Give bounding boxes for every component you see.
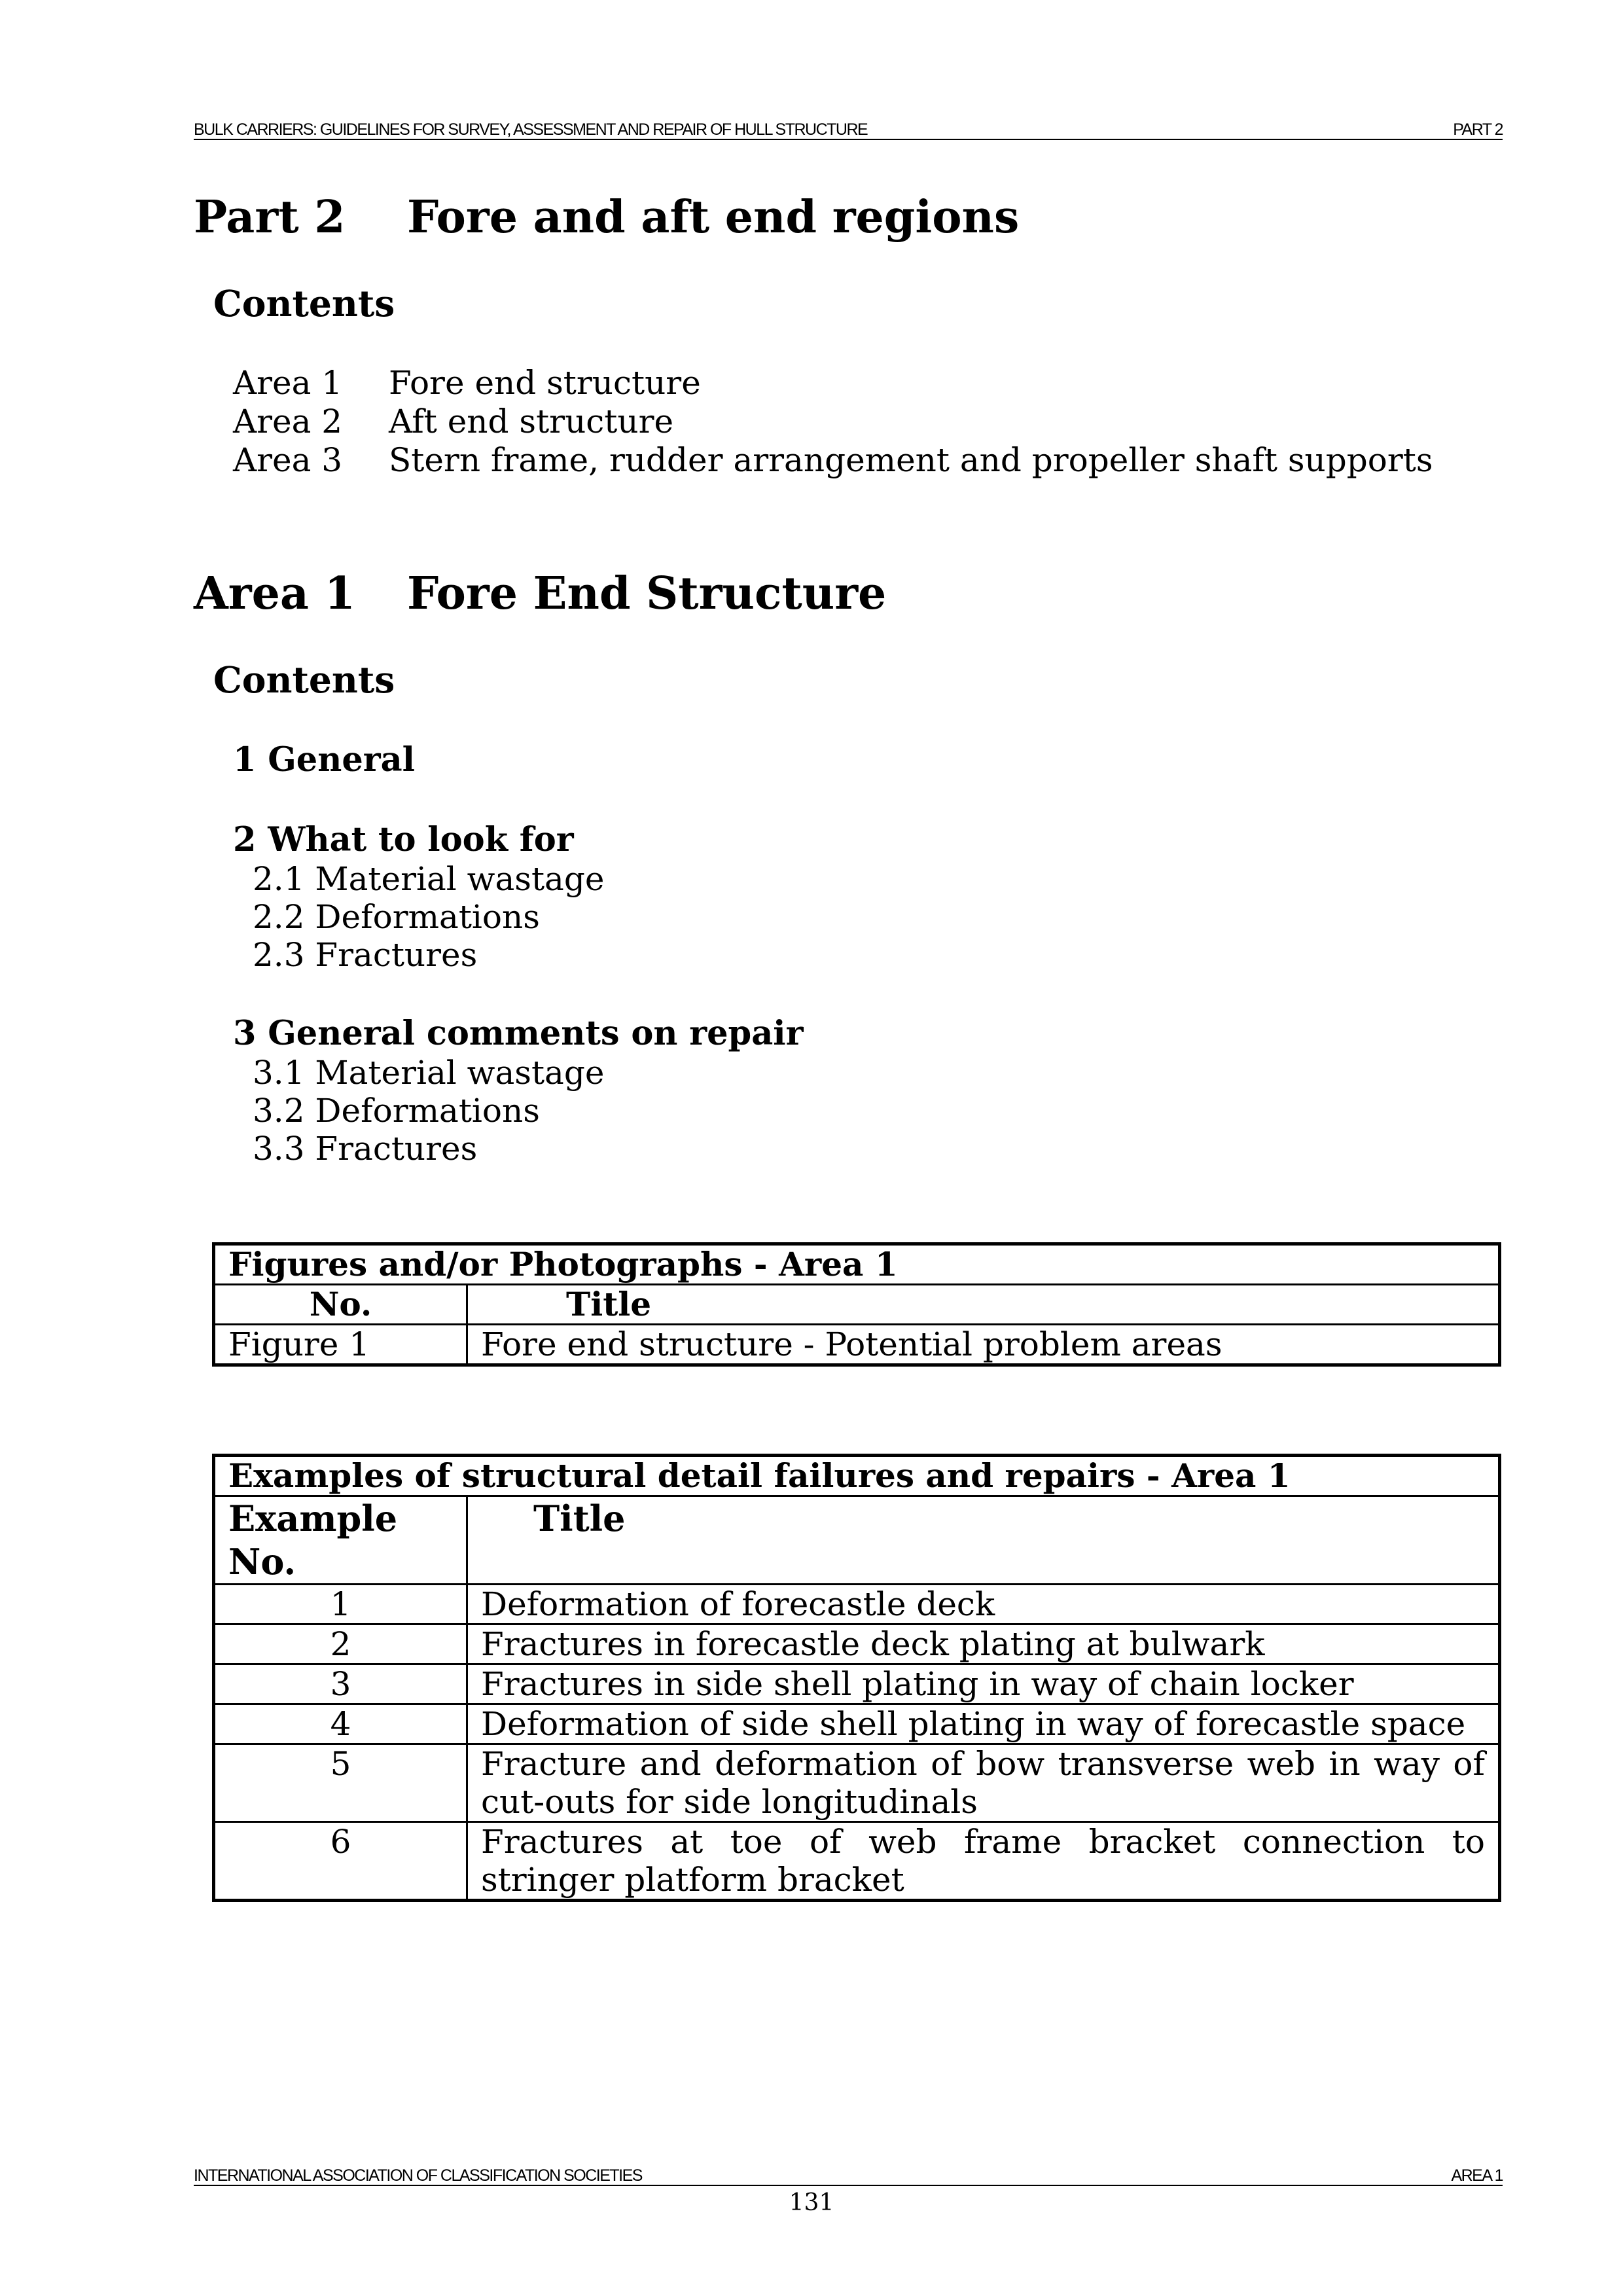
example-no: 5 — [214, 1744, 467, 1822]
examples-table-caption: Examples of structural detail failures and repairs - Area 1 — [214, 1456, 1500, 1496]
contents-item-title: Aft end structure — [389, 403, 674, 440]
part-contents-heading: Contents — [213, 282, 395, 325]
area-number: Area 1 — [194, 567, 355, 620]
running-header-part: PART 2 — [1453, 120, 1503, 139]
figures-table — [212, 1242, 1501, 1367]
example-title: Fractures in forecastle deck plating at bulwark — [467, 1624, 1500, 1664]
table-caption-row — [214, 1244, 1500, 1285]
example-no: 4 — [214, 1704, 467, 1744]
col-header-no: No. — [214, 1285, 467, 1325]
col-header-title: Title — [467, 1496, 1500, 1585]
contents-item-label: Area 2 — [233, 403, 343, 440]
example-title: Deformation of forecastle deck — [467, 1585, 1500, 1624]
section-item: 2.3 Fractures — [253, 936, 478, 974]
section-heading: 2 What to look for — [233, 820, 574, 859]
table-row — [214, 1624, 1500, 1664]
footer-rule — [194, 2185, 1503, 2186]
table-header-row — [214, 1496, 1500, 1585]
area-title: Fore End Structure — [407, 567, 887, 620]
table-row — [214, 1325, 1500, 1365]
contents-item-label: Area 3 — [233, 441, 343, 479]
col-header-example-no: Example No. — [214, 1496, 467, 1585]
figure-no: Figure 1 — [214, 1325, 467, 1365]
example-title: Fracture and deformation of bow transverse web in way of cut-outs for side longitudinals — [467, 1744, 1500, 1822]
table-row — [214, 1704, 1500, 1744]
example-no: 3 — [214, 1664, 467, 1704]
col-header-title: Title — [467, 1285, 1500, 1325]
contents-item-label: Area 1 — [233, 364, 343, 402]
header-rule — [194, 139, 1503, 140]
section-heading: 3 General comments on repair — [233, 1014, 804, 1053]
contents-item-title: Stern frame, rudder arrangement and propeller shaft supports — [389, 441, 1433, 479]
table-row — [214, 1664, 1500, 1704]
section-item: 2.1 Material wastage — [253, 860, 605, 898]
example-title: Fractures at toe of web frame bracket connection to stringer platform bracket — [467, 1822, 1500, 1901]
area-contents-heading: Contents — [213, 658, 395, 701]
examples-table — [212, 1454, 1501, 1902]
running-footer-org: INTERNATIONAL ASSOCIATION OF CLASSIFICATION SOCIETIES — [194, 2166, 642, 2185]
table-caption-row — [214, 1456, 1500, 1496]
example-no: 6 — [214, 1822, 467, 1901]
section-heading: 1 General — [233, 740, 416, 780]
example-no: 2 — [214, 1624, 467, 1664]
table-header-row — [214, 1285, 1500, 1325]
example-no: 1 — [214, 1585, 467, 1624]
section-item: 3.1 Material wastage — [253, 1054, 605, 1092]
example-title: Deformation of side shell plating in way of forecastle space — [467, 1704, 1500, 1744]
running-footer-area: AREA 1 — [1451, 2166, 1503, 2185]
example-title: Fractures in side shell plating in way of chain locker — [467, 1664, 1500, 1704]
figures-table-caption: Figures and/or Photographs - Area 1 — [214, 1244, 1500, 1285]
section-item: 3.2 Deformations — [253, 1092, 540, 1130]
table-row — [214, 1585, 1500, 1624]
section-item: 3.3 Fractures — [253, 1130, 478, 1168]
page-number: 131 — [789, 2189, 834, 2216]
table-row — [214, 1744, 1500, 1822]
table-row — [214, 1822, 1500, 1901]
part-title: Fore and aft end regions — [407, 191, 1020, 243]
running-header-title: BULK CARRIERS: GUIDELINES FOR SURVEY, ASSESSMENT AND REPAIR OF HULL STRUCTURE — [194, 120, 868, 139]
figure-title: Fore end structure - Potential problem areas — [467, 1325, 1500, 1365]
contents-item-title: Fore end structure — [389, 364, 701, 402]
section-item: 2.2 Deformations — [253, 898, 540, 936]
part-number: Part 2 — [194, 191, 346, 243]
